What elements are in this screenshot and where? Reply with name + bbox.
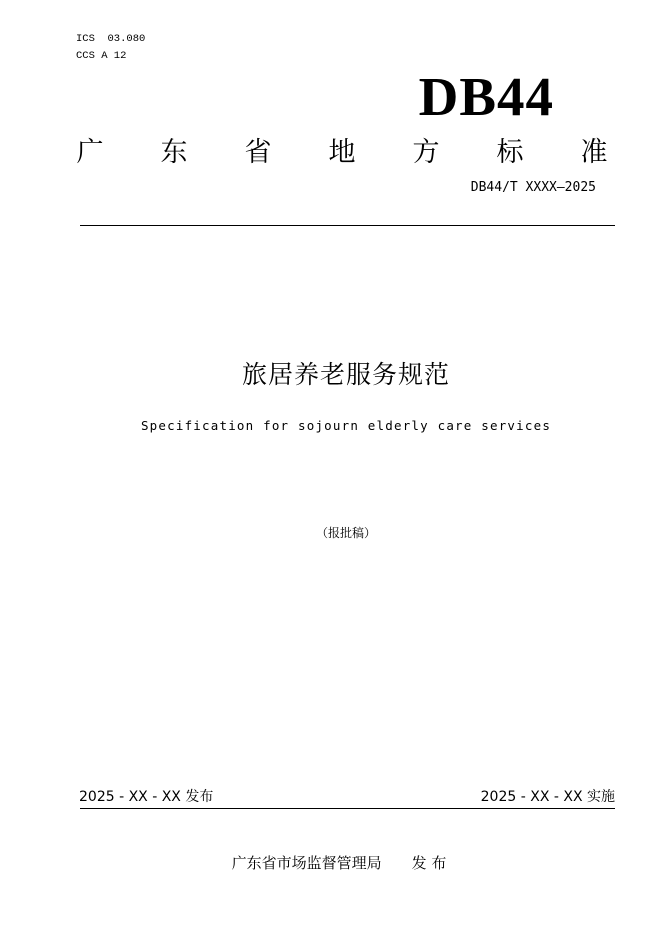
ccs-code: CCS A 12 bbox=[76, 50, 127, 62]
standard-type-char: 省 bbox=[244, 137, 272, 168]
standard-type-char: 地 bbox=[328, 137, 356, 168]
issuer-name: 广东省市场监督管理局 bbox=[231, 854, 382, 872]
standard-type-char: 标 bbox=[496, 137, 524, 168]
header-divider bbox=[80, 225, 615, 226]
footer-divider bbox=[80, 808, 615, 809]
standard-code-mark: DB44 bbox=[418, 66, 554, 127]
issuer-line bbox=[0, 853, 662, 873]
standard-type-char: 方 bbox=[412, 137, 440, 168]
standard-type-heading bbox=[72, 133, 612, 173]
standard-type-char: 广 bbox=[76, 137, 104, 168]
implementation-date: 2025 - XX - XX 实施 bbox=[480, 789, 615, 805]
draft-status: （报批稿） bbox=[315, 526, 376, 540]
standard-number: DB44/T XXXX—2025 bbox=[470, 180, 596, 195]
issue-date: 2025 - XX - XX 发布 bbox=[79, 789, 214, 805]
standard-type-char: 东 bbox=[160, 137, 188, 168]
standard-type-char: 准 bbox=[580, 137, 608, 168]
issuer-action: 发 布 bbox=[411, 854, 447, 872]
ics-code: ICS 03.080 bbox=[76, 33, 146, 45]
document-title-english: Specification for sojourn elderly care services bbox=[140, 418, 552, 433]
document-title-chinese: 旅居养老服务规范 bbox=[241, 360, 450, 389]
